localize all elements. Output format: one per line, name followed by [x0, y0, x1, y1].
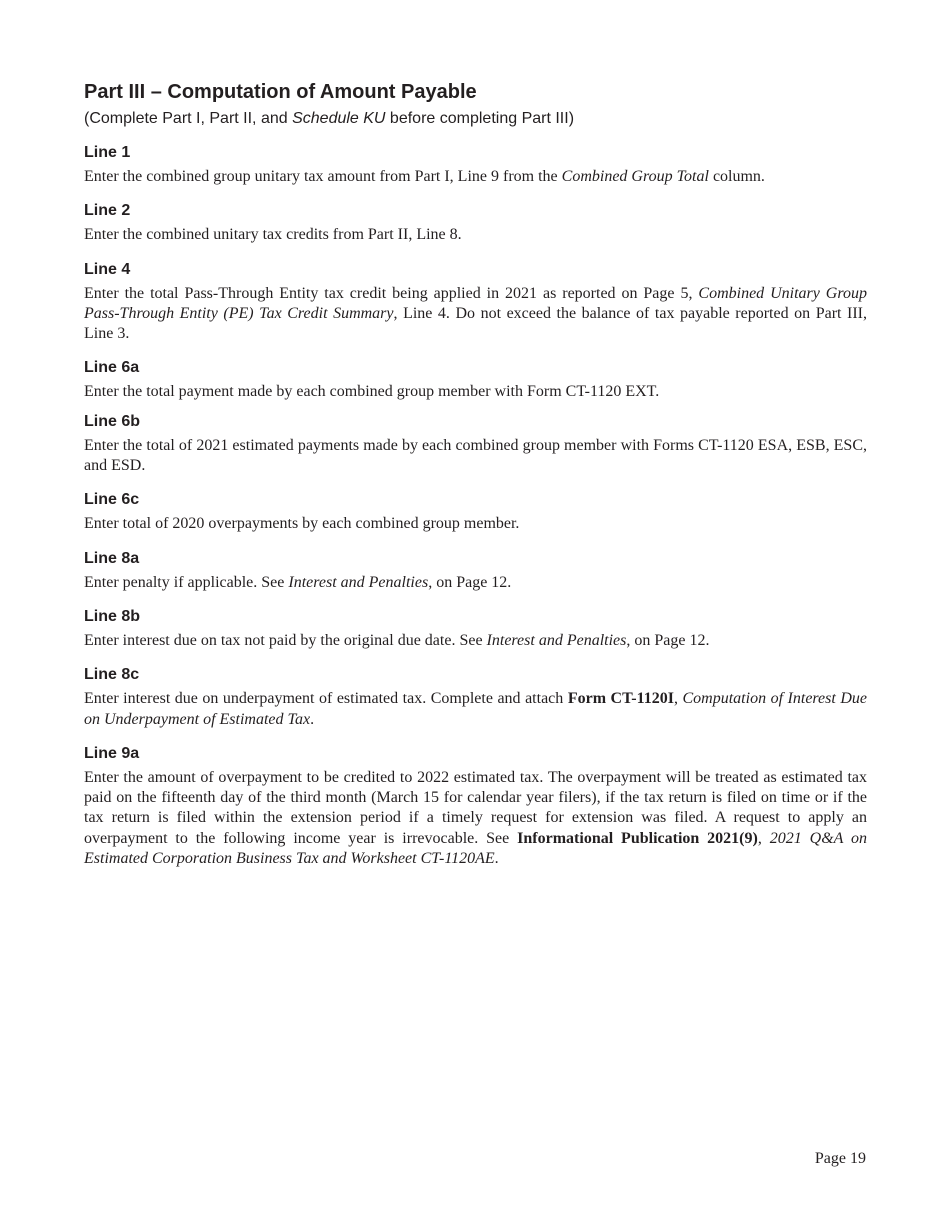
line-4-section — [84, 260, 867, 345]
line-8b-text: Enter interest due on tax not paid by the original due date. See Interest and Penalties, on Page 12. — [84, 631, 710, 649]
line-6b-text: Enter the total of 2021 estimated payments made by each combined group member with Forms CT-1120 ESA, ESB, ESC, and ESD. — [84, 436, 867, 475]
line-9a-section — [84, 744, 867, 869]
line-2-heading: Line 2 — [84, 202, 131, 220]
line-1-heading: Line 1 — [84, 144, 131, 161]
line-9a-text: Enter the amount of overpayment to be credited to 2022 estimated tax. The overpayment will be treated as estimated tax paid on the fifteenth day of the third month (March 15 for calendar year filers), if the tax return is filed on time or if the tax return is filed within the extension period if a timely request for extension was filed. A request to apply an overpayment to the following income year is irrevocable. See Informational Publication 2021(9), 2021 Q&A on Estimated Corporation Business Tax and Worksheet CT-1120AE. — [84, 768, 868, 868]
part-title: Part III – Computation of Amount Payable — [84, 81, 477, 103]
line-6b-heading: Line 6b — [84, 412, 141, 430]
line-1-section — [84, 143, 867, 187]
line-2-text: Enter the combined unitary tax credits from Part II, Line 8. — [84, 226, 462, 244]
line-6b-section — [84, 412, 867, 477]
line-6c-text: Enter total of 2020 overpayments by each combined group member. — [84, 515, 520, 533]
line-6a-section — [84, 358, 867, 402]
line-4-text: Enter the total Pass-Through Entity tax credit being applied in 2021 as reported on Page 5, Combined Unitary Group Pass-Through Entity (PE) Tax Credit Summary, Line 4. Do not exceed the balance of tax payable reported on Part III, Line 3. — [84, 284, 868, 343]
line-8a-heading: Line 8a — [84, 549, 140, 567]
line-6a-heading: Line 6a — [84, 359, 140, 377]
line-2-section — [84, 201, 867, 245]
line-9a-heading: Line 9a — [84, 744, 140, 762]
line-8b-section — [84, 607, 867, 651]
line-6a-text: Enter the total payment made by each combined group member with Form CT-1120 EXT. — [84, 383, 660, 401]
line-8b-heading: Line 8b — [84, 607, 141, 625]
line-8c-text: Enter interest due on underpayment of estimated tax. Complete and attach Form CT-1120I, Computation of Interest Due on Underpayment of Estimated Tax. — [84, 690, 868, 728]
instructions-page — [84, 80, 867, 869]
line-6c-heading: Line 6c — [84, 491, 140, 509]
part-subtitle: (Complete Part I, Part II, and Schedule KU before completing Part III) — [84, 110, 575, 127]
line-6c-section — [84, 490, 867, 534]
line-8a-text: Enter penalty if applicable. See Interest and Penalties, on Page 12. — [84, 573, 512, 591]
line-8a-section — [84, 549, 867, 593]
line-4-heading: Line 4 — [84, 260, 131, 278]
line-8c-heading: Line 8c — [84, 666, 140, 684]
line-1-text: Enter the combined group unitary tax amount from Part I, Line 9 from the Combined Group Total column. — [84, 168, 765, 185]
line-8c-section — [84, 665, 867, 730]
page-number: Page 19 — [814, 1150, 866, 1167]
